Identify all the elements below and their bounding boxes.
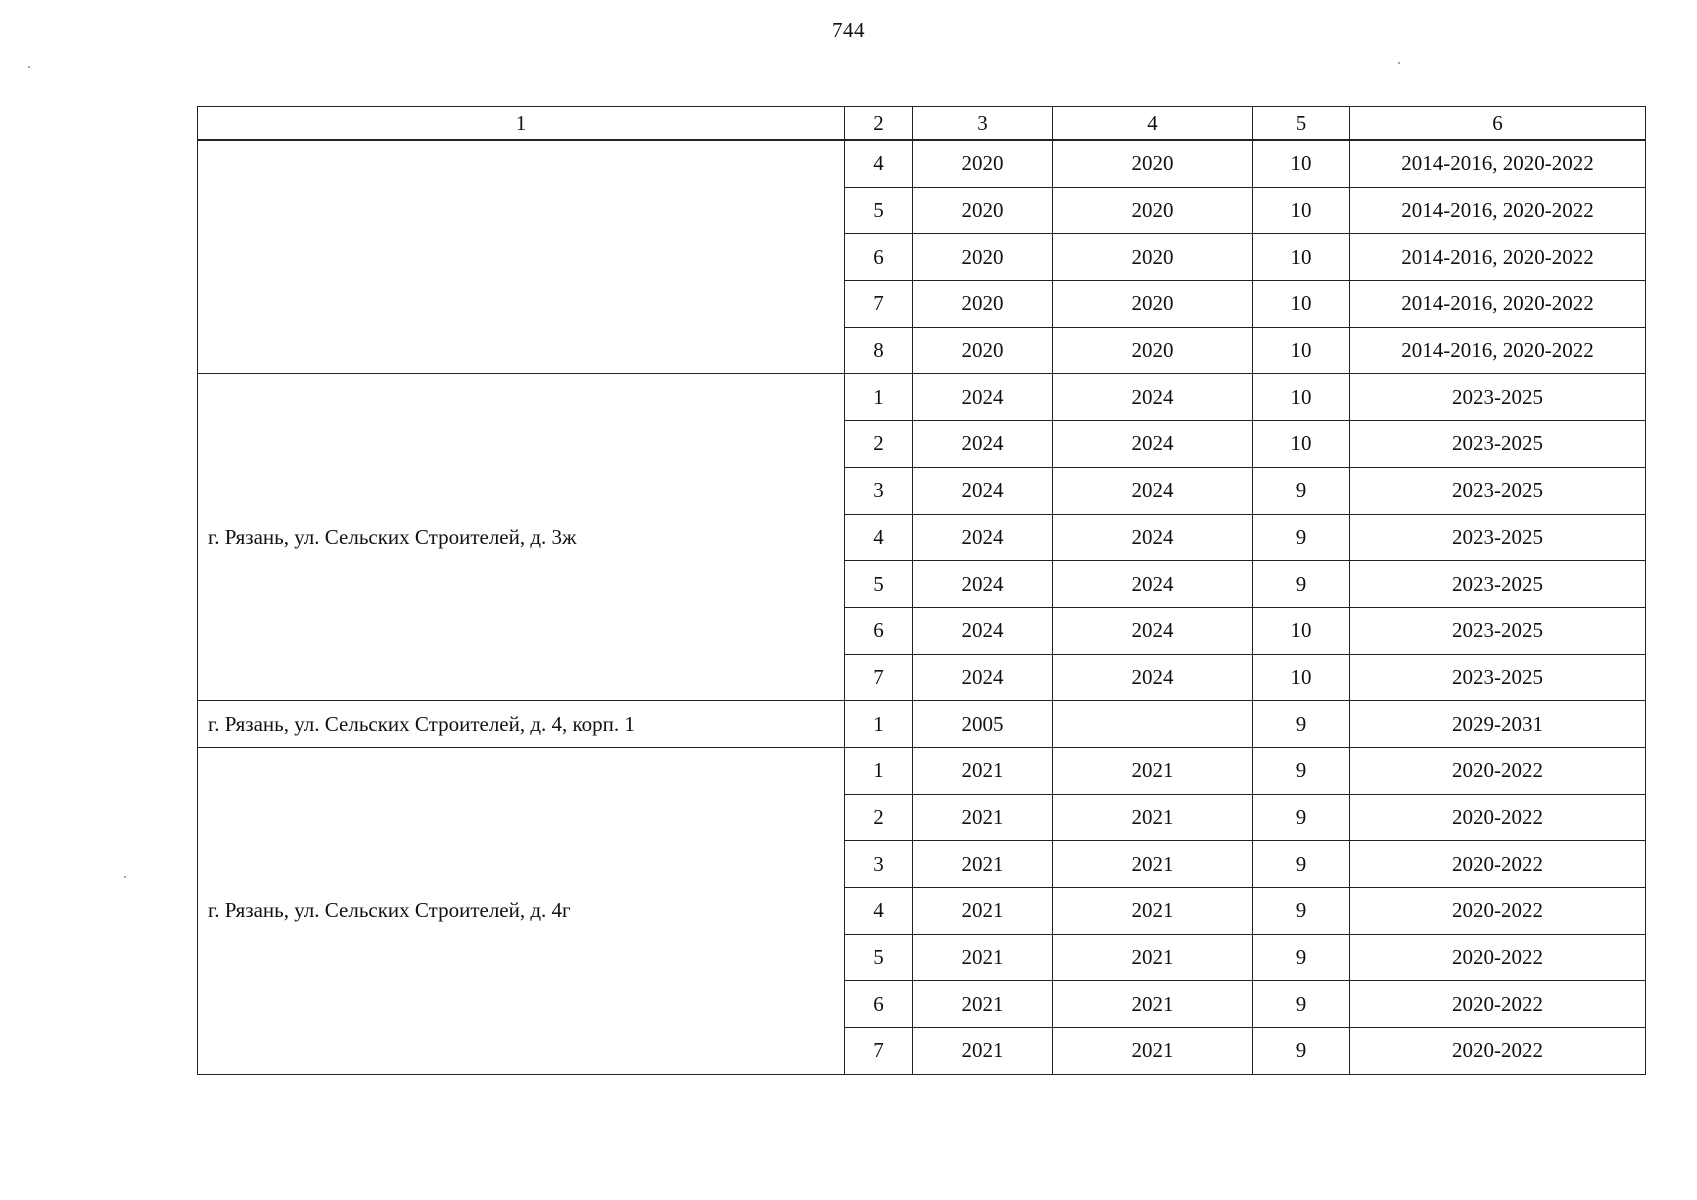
- table-row: [198, 140, 1646, 187]
- table-cell: 10: [1253, 140, 1350, 187]
- column-header: 2: [845, 107, 913, 141]
- table-cell: 2024: [1053, 374, 1253, 421]
- table-cell: 2024: [1053, 514, 1253, 561]
- schedule-table: [197, 106, 1646, 1075]
- table-cell: 10: [1253, 421, 1350, 468]
- table-cell: 2014-2016, 2020-2022: [1350, 234, 1646, 281]
- table-cell: 2023-2025: [1350, 654, 1646, 701]
- table-cell: 2024: [1053, 654, 1253, 701]
- table-cell: 2021: [913, 934, 1053, 981]
- table-cell: 6: [845, 607, 913, 654]
- address-cell: г. Рязань, ул. Сельских Строителей, д. 4, корп. 1: [198, 701, 845, 748]
- table-cell: 2021: [913, 841, 1053, 888]
- table-cell: 7: [845, 281, 913, 328]
- table-cell: 9: [1253, 467, 1350, 514]
- table-cell: 10: [1253, 374, 1350, 421]
- table-cell: 9: [1253, 841, 1350, 888]
- table-cell: 2005: [913, 701, 1053, 748]
- table-cell: 2024: [913, 374, 1053, 421]
- page-number: 744: [832, 18, 865, 42]
- table-cell: 4: [845, 888, 913, 935]
- table-cell: 2021: [1053, 1028, 1253, 1075]
- table-cell: 2023-2025: [1350, 421, 1646, 468]
- table-cell: 2024: [913, 607, 1053, 654]
- table-cell: 9: [1253, 794, 1350, 841]
- table-cell: 2: [845, 421, 913, 468]
- column-header: 5: [1253, 107, 1350, 141]
- table-cell: 2020: [1053, 327, 1253, 374]
- table-cell: 2024: [1053, 467, 1253, 514]
- table-cell: 2020: [913, 281, 1053, 328]
- table-cell: 2023-2025: [1350, 514, 1646, 561]
- table-cell: 6: [845, 981, 913, 1028]
- table-cell: 2020: [1053, 140, 1253, 187]
- table-cell: 3: [845, 841, 913, 888]
- table-cell: 2021: [1053, 981, 1253, 1028]
- table-cell: 2024: [913, 421, 1053, 468]
- table-cell: 2020-2022: [1350, 888, 1646, 935]
- table-body: [198, 140, 1646, 1074]
- table-cell: 2021: [913, 747, 1053, 794]
- address-cell: г. Рязань, ул. Сельских Строителей, д. 4г: [198, 747, 845, 1074]
- table-cell: 7: [845, 1028, 913, 1075]
- table-cell: 2014-2016, 2020-2022: [1350, 140, 1646, 187]
- table-cell: 2020-2022: [1350, 934, 1646, 981]
- table-cell: 10: [1253, 654, 1350, 701]
- table-cell: 10: [1253, 187, 1350, 234]
- table-cell: 9: [1253, 561, 1350, 608]
- table-cell: 2021: [1053, 794, 1253, 841]
- table-cell: 2024: [913, 561, 1053, 608]
- table-cell: 7: [845, 654, 913, 701]
- table-cell: 9: [1253, 747, 1350, 794]
- table-cell: 2020: [913, 327, 1053, 374]
- table-cell: 2024: [1053, 561, 1253, 608]
- table-cell: 10: [1253, 234, 1350, 281]
- column-header: 6: [1350, 107, 1646, 141]
- table-cell: 2024: [913, 514, 1053, 561]
- table-cell: 2014-2016, 2020-2022: [1350, 281, 1646, 328]
- table-cell: 1: [845, 374, 913, 421]
- table-cell: 10: [1253, 327, 1350, 374]
- table-cell: 10: [1253, 607, 1350, 654]
- table-cell: 2024: [1053, 421, 1253, 468]
- table-cell: 9: [1253, 934, 1350, 981]
- table-cell: 2020: [1053, 234, 1253, 281]
- table-cell: 2020: [913, 140, 1053, 187]
- table-cell: 2023-2025: [1350, 374, 1646, 421]
- table-cell: 2020-2022: [1350, 794, 1646, 841]
- table-cell: 5: [845, 187, 913, 234]
- table-cell: 4: [845, 140, 913, 187]
- table-cell: 2021: [1053, 934, 1253, 981]
- table-cell: 2020: [1053, 187, 1253, 234]
- table-cell: 2024: [1053, 607, 1253, 654]
- column-header: 3: [913, 107, 1053, 141]
- table-cell: 9: [1253, 514, 1350, 561]
- address-cell: г. Рязань, ул. Сельских Строителей, д. 3ж: [198, 374, 845, 701]
- table-cell: 2021: [1053, 888, 1253, 935]
- table-cell: 2020-2022: [1350, 841, 1646, 888]
- table-cell: 2021: [1053, 747, 1253, 794]
- table-cell: 10: [1253, 281, 1350, 328]
- scan-speck: [1398, 62, 1400, 64]
- table-row: [198, 374, 1646, 421]
- table-cell: 9: [1253, 888, 1350, 935]
- table-cell: 9: [1253, 1028, 1350, 1075]
- table-cell: 6: [845, 234, 913, 281]
- table-cell: 8: [845, 327, 913, 374]
- table-cell: 2: [845, 794, 913, 841]
- header-row: [198, 107, 1646, 141]
- table-cell: 5: [845, 561, 913, 608]
- table-cell: 2020-2022: [1350, 981, 1646, 1028]
- table-cell: 2020: [913, 234, 1053, 281]
- table-cell: 1: [845, 747, 913, 794]
- scan-speck: [28, 66, 30, 68]
- schedule-table-container: [197, 106, 1645, 1075]
- table-cell: 2020-2022: [1350, 747, 1646, 794]
- table-cell: 4: [845, 514, 913, 561]
- table-cell: 2020: [1053, 281, 1253, 328]
- table-cell: 2023-2025: [1350, 467, 1646, 514]
- table-cell: [1053, 701, 1253, 748]
- table-cell: 2020-2022: [1350, 1028, 1646, 1075]
- table-cell: 2023-2025: [1350, 607, 1646, 654]
- table-row: [198, 701, 1646, 748]
- table-cell: 2029-2031: [1350, 701, 1646, 748]
- table-cell: 1: [845, 701, 913, 748]
- table-cell: 2024: [913, 654, 1053, 701]
- table-cell: 2014-2016, 2020-2022: [1350, 327, 1646, 374]
- table-cell: 9: [1253, 701, 1350, 748]
- table-cell: 2021: [913, 981, 1053, 1028]
- table-cell: 2021: [913, 1028, 1053, 1075]
- table-cell: 9: [1253, 981, 1350, 1028]
- column-header: 4: [1053, 107, 1253, 141]
- table-cell: 2014-2016, 2020-2022: [1350, 187, 1646, 234]
- column-header: 1: [198, 107, 845, 141]
- table-row: [198, 747, 1646, 794]
- table-cell: 2023-2025: [1350, 561, 1646, 608]
- address-cell: [198, 140, 845, 374]
- table-cell: 2021: [1053, 841, 1253, 888]
- table-cell: 2020: [913, 187, 1053, 234]
- table-cell: 2021: [913, 794, 1053, 841]
- table-cell: 3: [845, 467, 913, 514]
- table-cell: 2024: [913, 467, 1053, 514]
- table-cell: 2021: [913, 888, 1053, 935]
- scan-speck: [124, 876, 126, 878]
- table-cell: 5: [845, 934, 913, 981]
